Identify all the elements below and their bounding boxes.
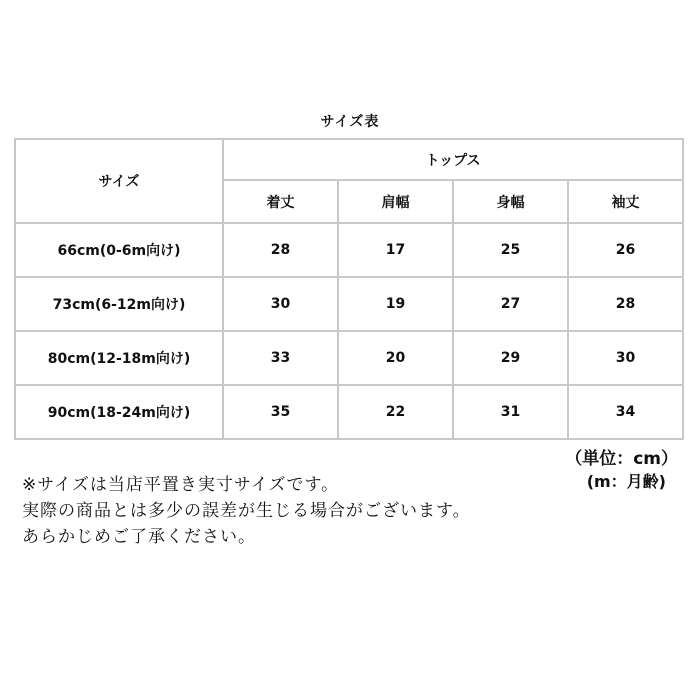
table-row xyxy=(15,277,683,331)
table-row xyxy=(15,223,683,277)
size-cell: 66cm(0-6m向け) xyxy=(15,223,223,277)
size-table xyxy=(14,138,684,440)
sleeve-cell: 34 xyxy=(568,385,683,439)
length-cell: 33 xyxy=(223,331,338,385)
length-cell: 28 xyxy=(223,223,338,277)
chest-cell: 27 xyxy=(453,277,568,331)
chest-cell: 29 xyxy=(453,331,568,385)
chest-cell: 25 xyxy=(453,223,568,277)
size-cell: 90cm(18-24m向け) xyxy=(15,385,223,439)
size-header: サイズ xyxy=(15,139,223,223)
table-title: サイズ表 xyxy=(320,114,380,130)
sleeve-cell: 30 xyxy=(568,331,683,385)
unit-note: （単位：cm） xyxy=(565,449,678,469)
length-cell: 35 xyxy=(223,385,338,439)
chest-cell: 31 xyxy=(453,385,568,439)
column-header-length: 着丈 xyxy=(223,180,338,223)
length-cell: 30 xyxy=(223,277,338,331)
table-row xyxy=(15,385,683,439)
shoulder-cell: 22 xyxy=(338,385,453,439)
shoulder-cell: 19 xyxy=(338,277,453,331)
column-header-sleeve: 袖丈 xyxy=(568,180,683,223)
size-cell: 73cm(6-12m向け) xyxy=(15,277,223,331)
sleeve-cell: 26 xyxy=(568,223,683,277)
note-line-1: ※サイズは当店平置き実寸サイズです。 xyxy=(22,475,340,495)
note-line-2: 実際の商品とは多少の誤差が生じる場合がございます。 xyxy=(22,501,471,521)
sleeve-cell: 28 xyxy=(568,277,683,331)
column-header-shoulder: 肩幅 xyxy=(338,180,453,223)
month-note: (m：月齢) xyxy=(586,472,666,491)
tops-header: トップス xyxy=(223,139,683,180)
note-line-3: あらかじめご了承ください。 xyxy=(22,527,256,547)
column-header-chest: 身幅 xyxy=(453,180,568,223)
shoulder-cell: 20 xyxy=(338,331,453,385)
size-cell: 80cm(12-18m向け) xyxy=(15,331,223,385)
header-row xyxy=(15,139,683,180)
table-row xyxy=(15,331,683,385)
shoulder-cell: 17 xyxy=(338,223,453,277)
